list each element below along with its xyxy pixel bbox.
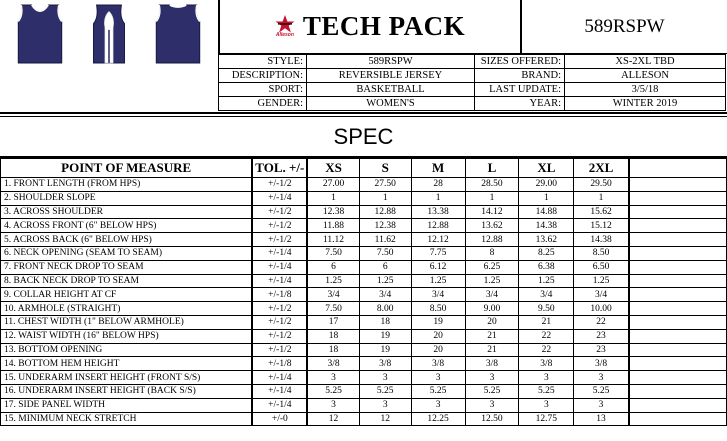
measure-name: 13. BOTTOM OPENING	[1, 343, 253, 357]
measure-value: 5.25	[574, 384, 629, 398]
jersey-side-icon	[78, 3, 140, 65]
measure-value: 3/8	[574, 357, 629, 371]
table-row	[1, 205, 727, 219]
measure-value: 6	[359, 260, 411, 274]
measure-name: 10. ARMHOLE (STRAIGHT)	[1, 302, 253, 316]
measure-value: 7.50	[307, 246, 359, 260]
info-label: SIZES OFFERED:	[475, 55, 565, 69]
tech-pack-header	[0, 0, 727, 114]
measure-value: 21	[519, 315, 574, 329]
measure-value: 23	[574, 343, 629, 357]
measure-value: 11.12	[307, 233, 359, 247]
table-row	[1, 260, 727, 274]
measure-value: 13.38	[411, 205, 465, 219]
column-header-size: L	[465, 159, 519, 178]
measure-name: 14. BOTTOM HEM HEIGHT	[1, 357, 253, 371]
measure-tolerance: +/-1/2	[252, 302, 307, 316]
table-row	[1, 219, 727, 233]
blank-cell	[629, 178, 727, 192]
measure-value: 3	[519, 398, 574, 412]
column-header-size: M	[411, 159, 465, 178]
measure-value: 20	[411, 343, 465, 357]
measure-value: 3/8	[411, 357, 465, 371]
measure-value: 1.25	[307, 274, 359, 288]
column-header-blank	[629, 159, 727, 178]
info-value: WOMEN'S	[307, 97, 475, 111]
measure-name: 5. ACROSS BACK (6" BELOW HPS)	[1, 233, 253, 247]
measure-value: 8.50	[411, 302, 465, 316]
measure-value: 9.00	[465, 302, 519, 316]
measure-name: 17. SIDE PANEL WIDTH	[1, 398, 253, 412]
measure-value: 3	[411, 371, 465, 385]
spec-title: SPEC	[333, 123, 394, 149]
table-row	[1, 274, 727, 288]
info-value: REVERSIBLE JERSEY	[307, 69, 475, 83]
measure-value: 6	[307, 260, 359, 274]
measure-tolerance: +/-1/2	[252, 219, 307, 233]
measure-value: 12.38	[307, 205, 359, 219]
measure-value: 12.75	[519, 412, 574, 426]
blank-cell	[629, 371, 727, 385]
measure-value: 12.88	[411, 219, 465, 233]
blank-cell	[629, 191, 727, 205]
measure-value: 5.25	[307, 384, 359, 398]
measure-tolerance: +/-1/4	[252, 191, 307, 205]
measure-value: 8.25	[519, 246, 574, 260]
page-title: TECH PACK	[302, 11, 466, 41]
measure-value: 7.75	[411, 246, 465, 260]
table-row	[1, 191, 727, 205]
measure-value: 6.38	[519, 260, 574, 274]
measure-name: 1. FRONT LENGTH (FROM HPS)	[1, 178, 253, 192]
measure-tolerance: +/-1/4	[252, 260, 307, 274]
measure-value: 8.00	[359, 302, 411, 316]
measure-tolerance: +/-1/2	[252, 233, 307, 247]
info-value: XS-2XL TBD	[565, 55, 726, 69]
blank-cell	[629, 288, 727, 302]
measure-value: 5.25	[465, 384, 519, 398]
table-row	[1, 398, 727, 412]
measure-value: 29.00	[519, 178, 574, 192]
measure-value: 17	[307, 315, 359, 329]
spec-measurement-table	[0, 158, 727, 426]
measure-value: 23	[574, 329, 629, 343]
measure-tolerance: +/-1/4	[252, 384, 307, 398]
measure-value: 5.25	[519, 384, 574, 398]
blank-cell	[629, 219, 727, 233]
measure-value: 3	[359, 398, 411, 412]
star-logo-icon	[275, 15, 295, 33]
measure-name: 16. UNDERARM INSERT HEIGHT (BACK S/S)	[1, 384, 253, 398]
measure-name: 3. ACROSS SHOULDER	[1, 205, 253, 219]
blank-cell	[629, 398, 727, 412]
measure-tolerance: +/-1/4	[252, 274, 307, 288]
column-header-size: 2XL	[574, 159, 629, 178]
measure-tolerance: +/-1/4	[252, 398, 307, 412]
table-row	[1, 412, 727, 426]
style-number-box	[522, 0, 727, 54]
measure-value: 12.12	[411, 233, 465, 247]
column-header-size: XL	[519, 159, 574, 178]
measure-value: 3/4	[307, 288, 359, 302]
measure-name: 6. NECK OPENING (SEAM TO SEAM)	[1, 246, 253, 260]
blank-cell	[629, 205, 727, 219]
product-info-table	[218, 54, 726, 111]
table-row	[1, 343, 727, 357]
measure-value: 15.62	[574, 205, 629, 219]
blank-cell	[629, 233, 727, 247]
measure-value: 3/8	[307, 357, 359, 371]
measure-value: 12	[307, 412, 359, 426]
measure-name: 2. SHOULDER SLOPE	[1, 191, 253, 205]
column-header-size: S	[359, 159, 411, 178]
measure-value: 3/4	[465, 288, 519, 302]
blank-cell	[629, 384, 727, 398]
measure-value: 18	[359, 315, 411, 329]
measure-value: 1.25	[411, 274, 465, 288]
table-row	[1, 246, 727, 260]
measure-value: 28.50	[465, 178, 519, 192]
measure-value: 5.25	[411, 384, 465, 398]
blank-cell	[629, 302, 727, 316]
column-header-size: XS	[307, 159, 359, 178]
table-row	[1, 371, 727, 385]
measure-value: 13.62	[519, 233, 574, 247]
blank-cell	[629, 260, 727, 274]
table-row	[1, 329, 727, 343]
product-photos	[0, 0, 218, 68]
info-value: ALLESON	[565, 69, 726, 83]
measure-value: 10.00	[574, 302, 629, 316]
measure-value: 11.88	[307, 219, 359, 233]
measure-value: 21	[465, 343, 519, 357]
measure-tolerance: +/-1/2	[252, 205, 307, 219]
measure-value: 3/4	[519, 288, 574, 302]
table-row	[1, 288, 727, 302]
style-number: 589RSPW	[584, 15, 665, 37]
measure-tolerance: +/-1/2	[252, 329, 307, 343]
measure-value: 18	[307, 329, 359, 343]
blank-cell	[629, 329, 727, 343]
measure-value: 15.12	[574, 219, 629, 233]
measure-name: 15. UNDERARM INSERT HEIGHT (FRONT S/S)	[1, 371, 253, 385]
measure-value: 14.88	[519, 205, 574, 219]
table-row	[1, 178, 727, 192]
measure-tolerance: +/-1/2	[252, 178, 307, 192]
info-label: GENDER:	[219, 97, 307, 111]
measure-value: 27.00	[307, 178, 359, 192]
column-header-pom: POINT OF MEASURE	[1, 159, 253, 178]
measure-value: 3	[307, 371, 359, 385]
info-row	[219, 97, 726, 111]
measure-value: 19	[359, 343, 411, 357]
measure-value: 1.25	[465, 274, 519, 288]
measure-value: 8	[465, 246, 519, 260]
measure-value: 1.25	[519, 274, 574, 288]
info-row	[219, 55, 726, 69]
measure-value: 3	[465, 371, 519, 385]
info-label: BRAND:	[475, 69, 565, 83]
measure-tolerance: +/-1/8	[252, 288, 307, 302]
measure-value: 1.25	[359, 274, 411, 288]
measure-value: 1	[519, 191, 574, 205]
blank-cell	[629, 274, 727, 288]
logo-wordmark: Alleson	[275, 32, 294, 38]
measure-value: 3/8	[359, 357, 411, 371]
measure-value: 7.50	[359, 246, 411, 260]
measure-tolerance: +/-1/8	[252, 357, 307, 371]
measure-value: 12	[359, 412, 411, 426]
measure-value: 12.50	[465, 412, 519, 426]
measure-value: 19	[359, 329, 411, 343]
measure-tolerance: +/-1/2	[252, 315, 307, 329]
measure-value: 1	[307, 191, 359, 205]
blank-cell	[629, 412, 727, 426]
measure-value: 3/4	[574, 288, 629, 302]
measure-value: 27.50	[359, 178, 411, 192]
measure-value: 3/8	[465, 357, 519, 371]
info-row	[219, 83, 726, 97]
measure-value: 3	[574, 371, 629, 385]
info-label: DESCRIPTION:	[219, 69, 307, 83]
measure-value: 7.50	[307, 302, 359, 316]
measure-value: 1.25	[574, 274, 629, 288]
info-value: 589RSPW	[307, 55, 475, 69]
blank-cell	[629, 246, 727, 260]
info-value: WINTER 2019	[565, 97, 726, 111]
blank-cell	[629, 357, 727, 371]
measure-value: 12.25	[411, 412, 465, 426]
title-box	[218, 0, 522, 54]
measure-name: 11. CHEST WIDTH (1" BELOW ARMHOLE)	[1, 315, 253, 329]
measure-value: 20	[411, 329, 465, 343]
column-header-tolerance: TOL. +/-	[252, 159, 307, 178]
table-row	[1, 384, 727, 398]
info-value: 3/5/18	[565, 83, 726, 97]
info-label: STYLE:	[219, 55, 307, 69]
measure-value: 13	[574, 412, 629, 426]
measure-value: 11.62	[359, 233, 411, 247]
measure-name: 7. FRONT NECK DROP TO SEAM	[1, 260, 253, 274]
measure-value: 3	[465, 398, 519, 412]
blank-cell	[629, 343, 727, 357]
measure-value: 28	[411, 178, 465, 192]
measure-value: 3	[574, 398, 629, 412]
measure-name: 12. WAIST WIDTH (16" BELOW HPS)	[1, 329, 253, 343]
jersey-front-icon	[9, 3, 71, 65]
measure-value: 3	[411, 398, 465, 412]
table-row	[1, 357, 727, 371]
measure-value: 19	[411, 315, 465, 329]
measure-value: 6.12	[411, 260, 465, 274]
measure-value: 6.25	[465, 260, 519, 274]
info-label: YEAR:	[475, 97, 565, 111]
table-row	[1, 315, 727, 329]
measure-value: 3	[359, 371, 411, 385]
measure-value: 14.12	[465, 205, 519, 219]
measure-value: 12.88	[359, 205, 411, 219]
blank-cell	[629, 315, 727, 329]
measure-value: 3/4	[411, 288, 465, 302]
measure-value: 29.50	[574, 178, 629, 192]
measure-value: 1	[359, 191, 411, 205]
measure-value: 6.50	[574, 260, 629, 274]
info-value: BASKETBALL	[307, 83, 475, 97]
info-label: SPORT:	[219, 83, 307, 97]
measure-value: 22	[519, 329, 574, 343]
measure-tolerance: +/-1/4	[252, 246, 307, 260]
measure-value: 1	[574, 191, 629, 205]
measure-value: 12.88	[465, 233, 519, 247]
measure-tolerance: +/-0	[252, 412, 307, 426]
measure-value: 3	[519, 371, 574, 385]
measure-name: 9. COLLAR HEIGHT AT CF	[1, 288, 253, 302]
spec-header-row	[1, 159, 727, 178]
measure-value: 12.38	[359, 219, 411, 233]
measure-value: 22	[574, 315, 629, 329]
measure-value: 20	[465, 315, 519, 329]
measure-value: 22	[519, 343, 574, 357]
measure-value: 3/4	[359, 288, 411, 302]
measure-value: 9.50	[519, 302, 574, 316]
measure-value: 18	[307, 343, 359, 357]
info-row	[219, 69, 726, 83]
measure-tolerance: +/-1/2	[252, 343, 307, 357]
brand-logo	[275, 15, 295, 38]
measure-value: 21	[465, 329, 519, 343]
measure-value: 1	[411, 191, 465, 205]
measure-value: 13.62	[465, 219, 519, 233]
measure-value: 14.38	[574, 233, 629, 247]
spec-section-title	[0, 116, 727, 158]
table-row	[1, 233, 727, 247]
measure-name: 4. ACROSS FRONT (6" BELOW HPS)	[1, 219, 253, 233]
measure-value: 1	[465, 191, 519, 205]
measure-value: 8.50	[574, 246, 629, 260]
measure-value: 3/8	[519, 357, 574, 371]
measure-tolerance: +/-1/4	[252, 371, 307, 385]
measure-value: 5.25	[359, 384, 411, 398]
measure-name: 15. MINIMUM NECK STRETCH	[1, 412, 253, 426]
jersey-back-icon	[147, 3, 209, 65]
measure-value: 14.38	[519, 219, 574, 233]
info-label: LAST UPDATE:	[475, 83, 565, 97]
table-row	[1, 302, 727, 316]
measure-name: 8. BACK NECK DROP TO SEAM	[1, 274, 253, 288]
measure-value: 3	[307, 398, 359, 412]
